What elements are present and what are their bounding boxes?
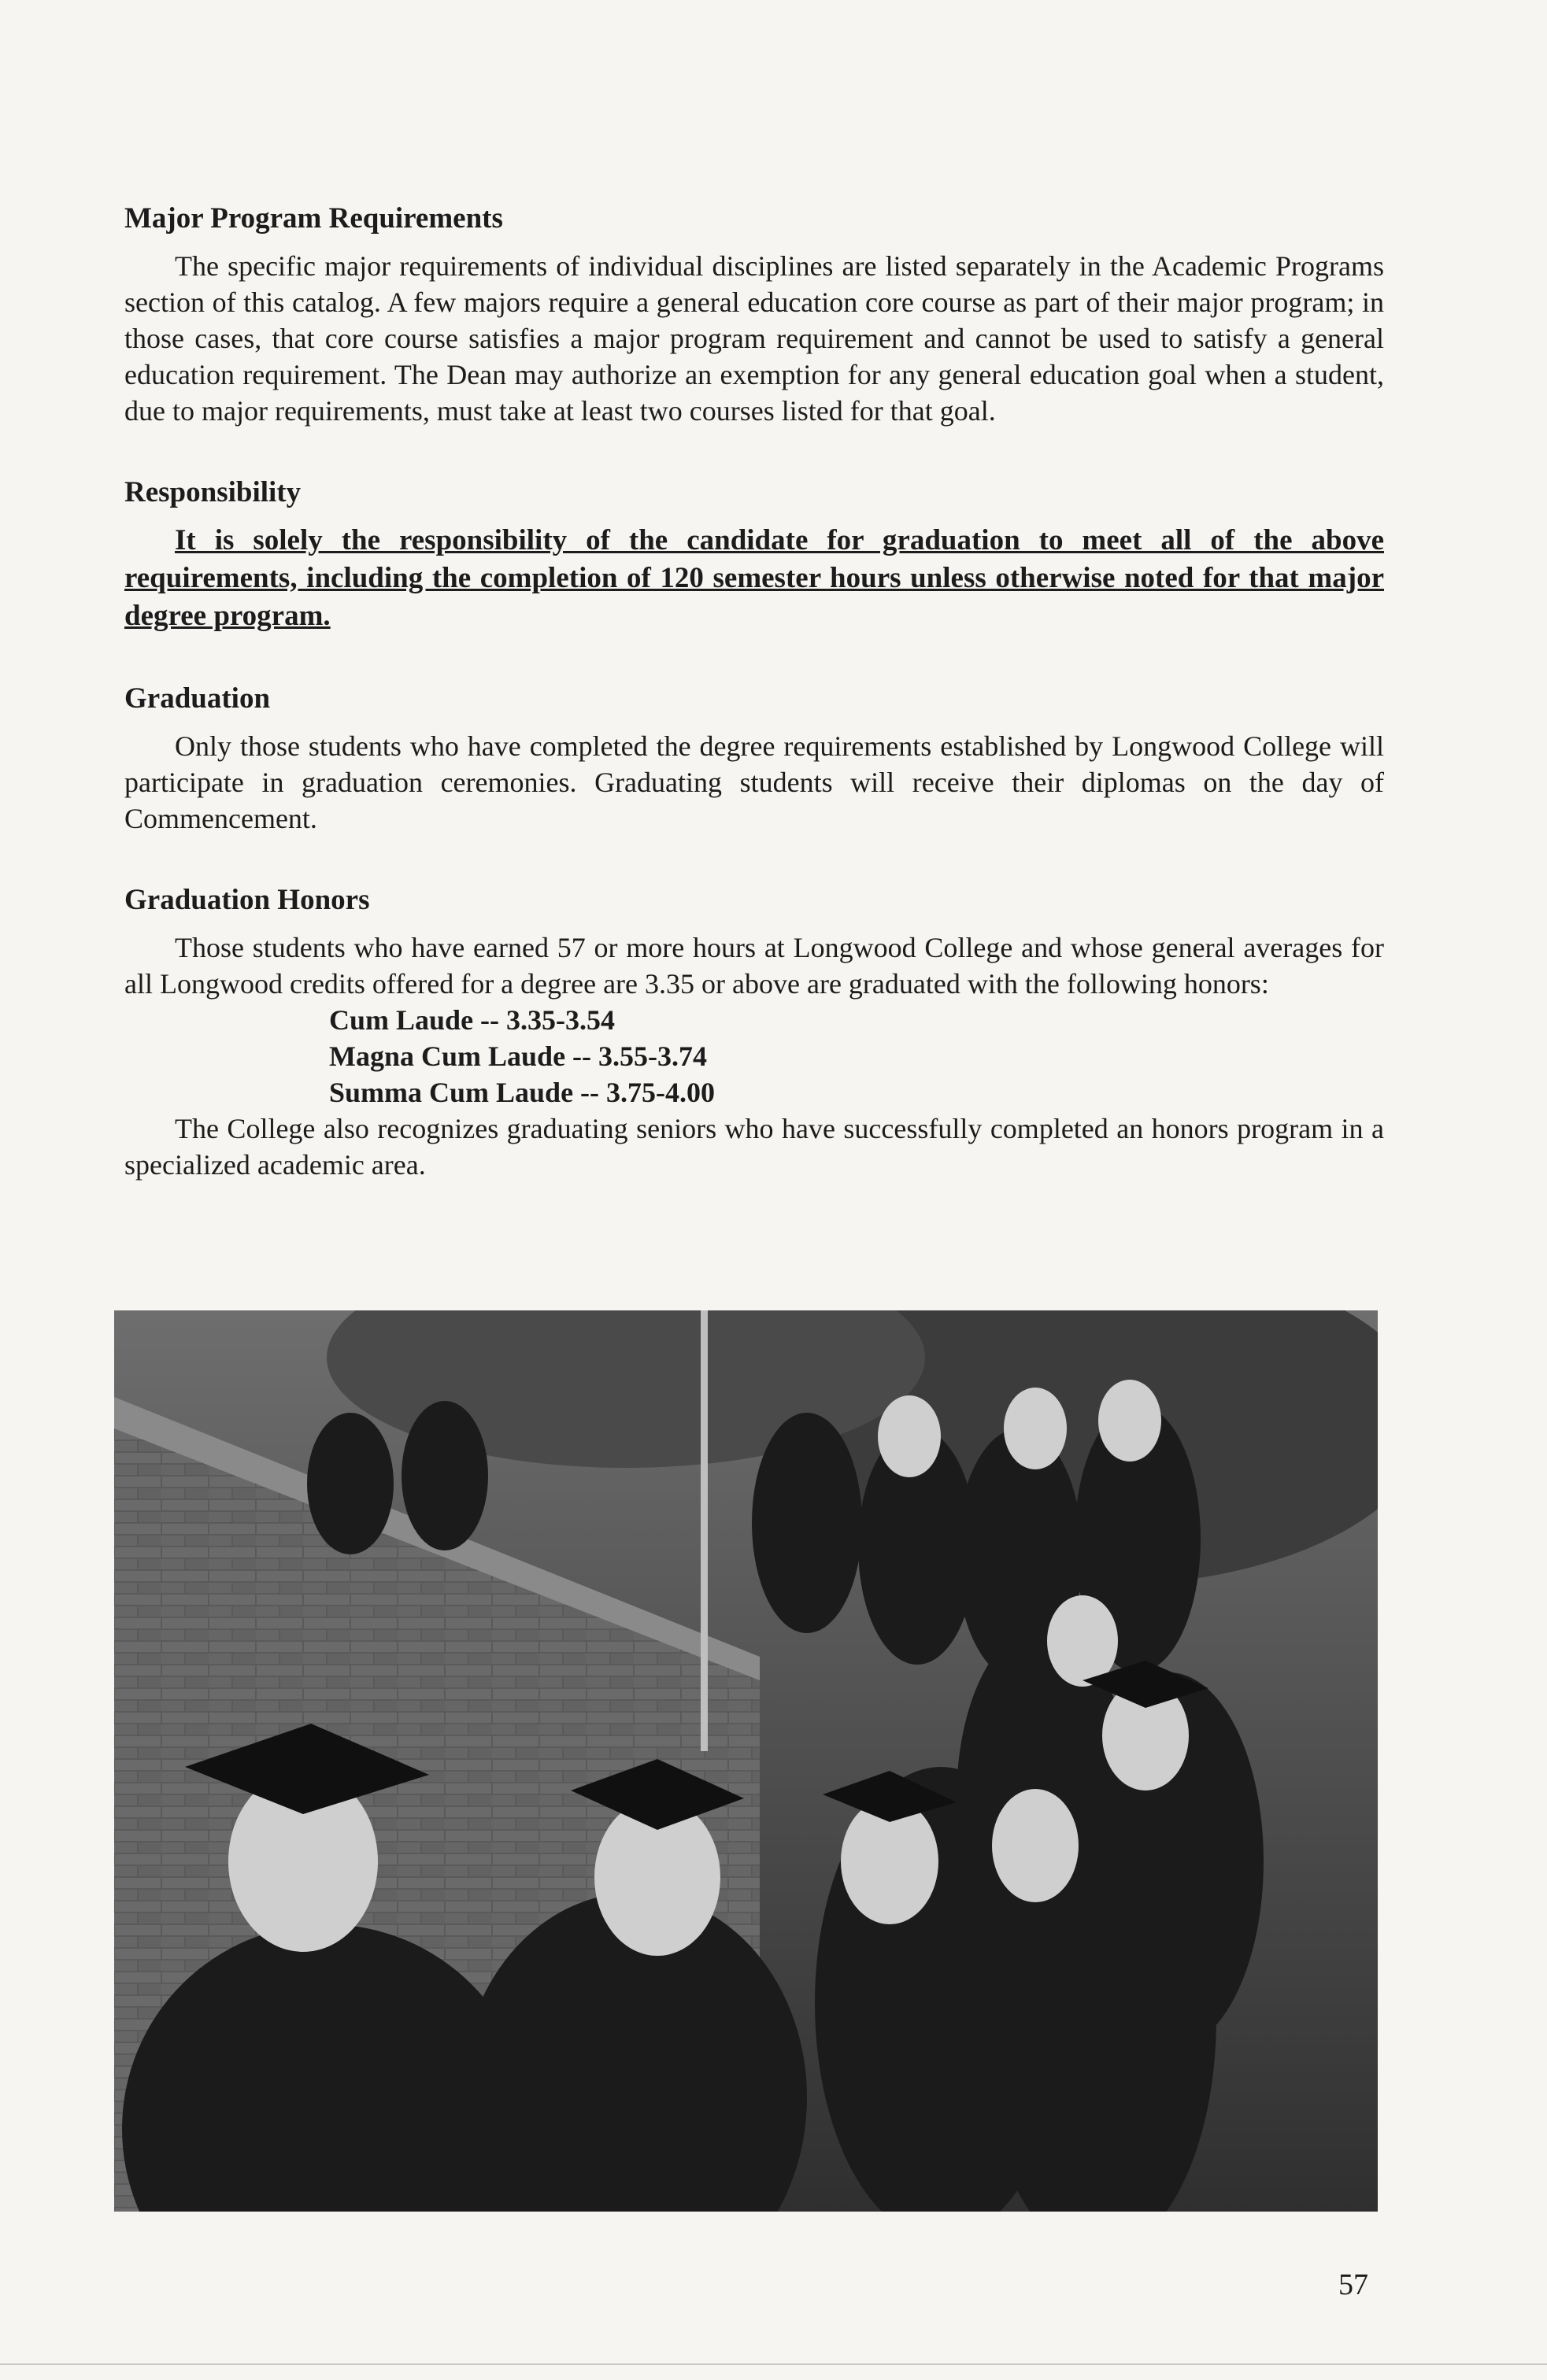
section-heading: Responsibility <box>124 476 302 508</box>
section-body: Those students who have earned 57 or more hours at Longwood College and whose general averages for all Longwood credits offered for a degree are 3.35 or above are graduated with the following honors: <box>124 932 1384 1000</box>
page-content <box>124 201 1384 1229</box>
section-graduation-honors <box>124 882 1384 1183</box>
honors-list-item: Magna Cum Laude -- 3.55-3.74 <box>329 1040 708 1072</box>
responsibility-statement: It is solely the responsibility of the candidate for graduation to meet all of the above requirements, including the completion of 120 semester hours unless otherwise noted for that major degree program. <box>124 524 1384 632</box>
section-heading: Graduation <box>124 682 271 715</box>
section-responsibility <box>124 475 1384 635</box>
section-body: Only those students who have completed the degree requirements established by Longwood College will participate in graduation ceremonies. Graduating students will receive their diplomas on the day of Commencement. <box>124 730 1384 834</box>
section-major-program-requirements <box>124 201 1384 429</box>
page-bottom-rule <box>0 2363 1547 2365</box>
section-heading: Major Program Requirements <box>124 202 503 235</box>
section-heading: Graduation Honors <box>124 884 370 916</box>
section-body: The specific major requirements of individual disciplines are listed separately in the Academic Programs section of this catalog. A few majors require a general education core course as part of their major program; in those cases, that core course satisfies a major program requirement and cannot be used to satisfy a general education requirement. The Dean may authorize an exemption for any general education goal when a student, due to major requirements, must take at least two courses listed for that goal. <box>124 250 1384 427</box>
graduation-photo <box>114 1310 1378 2212</box>
honors-list-item: Cum Laude -- 3.35-3.54 <box>329 1004 616 1036</box>
honors-list-item: Summa Cum Laude -- 3.75-4.00 <box>329 1077 716 1108</box>
section-graduation <box>124 681 1384 837</box>
honors-footer: The College also recognizes graduating seniors who have successfully completed an honors program in a specialized academic area. <box>124 1113 1384 1181</box>
page-number: 57 <box>1338 2268 1368 2301</box>
honors-list <box>329 1002 1384 1111</box>
